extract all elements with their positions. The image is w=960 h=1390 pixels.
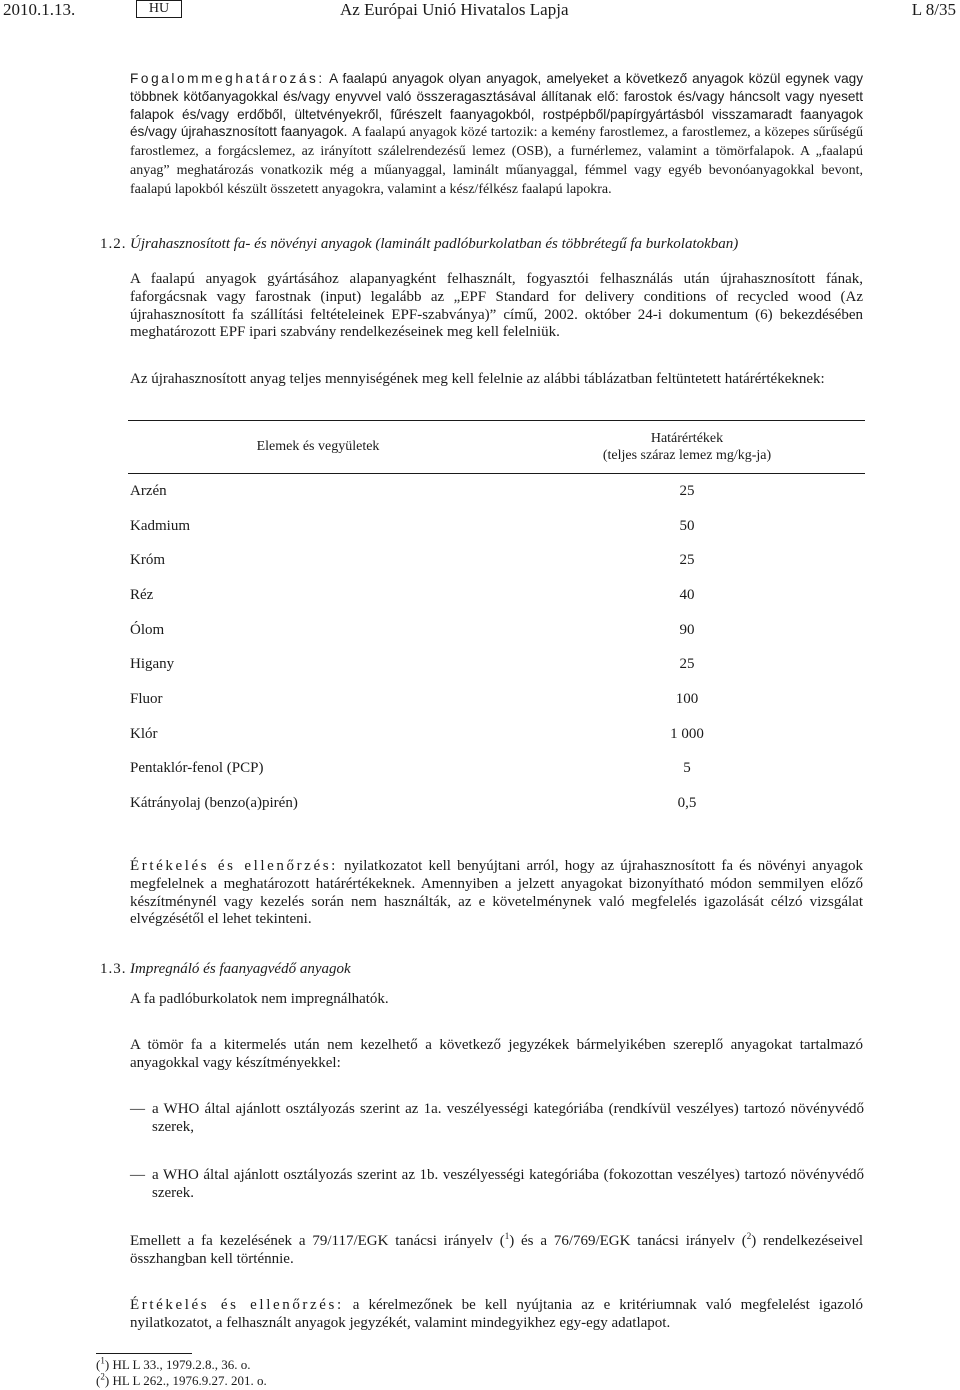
limit-intro: Az újrahasznosított anyag teljes mennyiségének meg kell felelnie az alábbi táblázatban feltüntetett határértékeknek:: [130, 371, 825, 387]
element-name: Arzén: [130, 482, 167, 499]
limit-value: 5: [683, 760, 691, 777]
limit-value: 100: [675, 690, 699, 707]
footnote-1: ($^1$) HL L 33., 1979.2.8., 36. o.: [96, 1355, 251, 1372]
limit-value: 0,5: [677, 795, 697, 812]
limits-header-line1: Határértékek: [650, 431, 724, 446]
definition-term: Fogalommeghatározás:: [130, 71, 325, 86]
table-row: [128, 474, 865, 509]
element-name: Klór: [130, 725, 158, 742]
impregnation-paragraph: A fa padlóburkolatok nem impregnálhatók.: [130, 991, 389, 1007]
evaluation-term-1: Értékelés és ellenőrzés:: [130, 858, 338, 874]
element-name: Pentaklór-fenol (PCP): [130, 760, 264, 777]
evaluation-text-2: a kérelmezőnek be kell nyújtania az e kritériumnak való megfelelést igazoló nyilatkozatot, a felhasznált anyagok jegyzékét, valamint mindegyikhez egy-egy adatlapot.: [130, 1297, 863, 1331]
element-name: Ólom: [130, 621, 165, 638]
evaluation-paragraph-1: [130, 858, 863, 929]
recycled-paragraph: A faalapú anyagok gyártásához alapanyagként felhasznált, fogyasztói felhasználás után újrahasznosított fának, faforgácsnak vagy farostnak (input) legalább az „EPF Standard for delivery conditions of recycled wood (Az újrahasznosított fa szállítási feltételeinek EPF-szabványa)” című, 2002. október 24-i dokumentum (6) bekezdésében meghatározott EPF ipari szabvány rendelkezéseinek meg kell felelniük.: [130, 271, 863, 341]
element-name: Fluor: [130, 690, 163, 707]
footnote-2: ($^2$) HL L 262., 1976.9.27. 201. o.: [96, 1371, 267, 1388]
footnote-ref-1[interactable]: 1: [504, 1231, 510, 1241]
section-title-1-2: Újrahasznosított fa- és növényi anyagok (laminált padlóburkolatban és többrétegű fa burkolatokban): [130, 236, 739, 252]
column-header-limits: [509, 421, 865, 474]
limit-value: 50: [679, 517, 695, 534]
footnote-separator: [96, 1353, 192, 1354]
table-row: [128, 786, 865, 821]
table-row: [128, 578, 865, 613]
section-title-1-3: Impregnáló és faanyagvédő anyagok: [130, 961, 351, 977]
list-item-text-1: a WHO által ajánlott osztályozás szerint az 1a. veszélyességi kategóriába (rendkívül veszélyes) tartozó növényvédő szerek,: [152, 1101, 864, 1135]
element-name: Higany: [130, 656, 175, 673]
limit-value: 25: [679, 656, 695, 673]
table-header-row: [128, 421, 865, 474]
table-row: [128, 509, 865, 544]
directive-text-b: ) és a 76/769/EGK tanácsi irányelv (: [509, 1233, 747, 1249]
footnote-2-text: HL L 262., 1976.9.27. 201. o.: [112, 1373, 267, 1388]
table-row: [128, 647, 865, 682]
column-header-elements: Elemek és vegyületek: [128, 421, 509, 474]
element-name: Réz: [130, 586, 154, 603]
table-row: [128, 613, 865, 648]
limits-header-line2: (teljes száraz lemez mg/kg-ja): [602, 448, 772, 463]
evaluation-paragraph-2: [130, 1297, 863, 1333]
journal-title: Az Európai Unió Hivatalos Lapja: [340, 0, 569, 19]
definition-paragraph: [130, 70, 863, 199]
footnote-ref-2[interactable]: 2: [746, 1231, 752, 1241]
language-badge: HU: [136, 0, 182, 18]
limit-value: 25: [679, 552, 695, 569]
table-row: [128, 543, 865, 578]
limit-values-table: [128, 420, 865, 821]
evaluation-text-1: nyilatkozatot kell benyújtani arról, hogy az újrahasznosított fa és növényi anyagok megfelelnek a meghatározott határértékeknek. Amennyiben a jelzett anyagokat bizonyítható módon semmilyen előző készítménynél vagy kezelés során nem használták, az e követelménynek való megfelelés igazolását célzó vizsgálat elvégzésétől el lehet tekinteni.: [130, 858, 863, 928]
solid-wood-paragraph: A tömör fa a kitermelés után nem kezelhető a következő jegyzékek bármelyikében szereplő anyagokat tartalmazó anyagokkal vagy készítményekkel:: [130, 1037, 863, 1071]
directive-text-a: Emellett a fa kezelésének a 79/117/EGK tanácsi irányelv (: [130, 1233, 505, 1249]
footnote-1-number: 1: [100, 1355, 105, 1366]
list-item-text-2: a WHO által ajánlott osztályozás szerint az 1b. veszélyességi kategóriába (fokozottan veszélyes) tartozó növényvédő szerek.: [152, 1167, 864, 1201]
element-name: Króm: [130, 552, 165, 569]
table-row: [128, 682, 865, 717]
evaluation-term-2: Értékelés és ellenőrzés:: [130, 1297, 344, 1313]
element-name: Kátrányolaj (benzo(a)pirén): [130, 795, 298, 812]
section-number-1-3: 1.3.: [100, 961, 127, 977]
footnote-2-number: 2: [100, 1371, 105, 1382]
element-name: Kadmium: [130, 517, 190, 534]
table-row: [128, 752, 865, 787]
limit-value: 25: [679, 482, 695, 499]
limit-value: 40: [679, 586, 695, 603]
dash-marker: —: [130, 1167, 145, 1183]
directive-text-c: ) rendelkezéseivel összhangban kell történnie.: [130, 1233, 863, 1267]
page-reference: L 8/35: [911, 0, 956, 19]
limit-value: 1 000: [670, 725, 704, 742]
definition-text: A faalapú anyagok olyan anyagok, amelyeket a következő anyagok közül egynek vagy többnek kötőanyagokkal és/vagy enyvvel való összeragasztásával állítanak elő: farostok és/vagy háncsolt vagy nyesett falapok és/vagy erdőből, ültetvényekről, fűrészelt faanyagokból, rostpépből/papírgyártásból visszamaradt faanyagok és/vagy újrahasznosított faanyagok.: [130, 71, 863, 140]
definition-rest: A faalapú anyagok közé tartozik: a kemény farostlemez, a farostlemez, a közepes sűrűségű farostlemez, a forgácslemez, az irányított szálelrendezésű lemez (OSB), a furnérlemez, valamint a tömörfalapok. A „faalapú anyag” meghatározás vonatkozik még a műanyaggal, laminált műanyaggal, fémmel vagy egyéb bevonóanyagokkal bevont, faalapú lapokból készült összetett anyagokra, valamint a kész/félkész faalapú lapokra.: [130, 125, 864, 197]
limit-value: 90: [679, 621, 695, 638]
directive-paragraph: [130, 1233, 863, 1269]
table-row: [128, 717, 865, 752]
publication-date: 2010.1.13.: [3, 0, 76, 19]
section-number-1-2: 1.2.: [100, 236, 127, 252]
dash-marker: —: [130, 1101, 145, 1117]
page-header: [0, 0, 960, 24]
footnote-1-text: HL L 33., 1979.2.8., 36. o.: [112, 1357, 251, 1372]
